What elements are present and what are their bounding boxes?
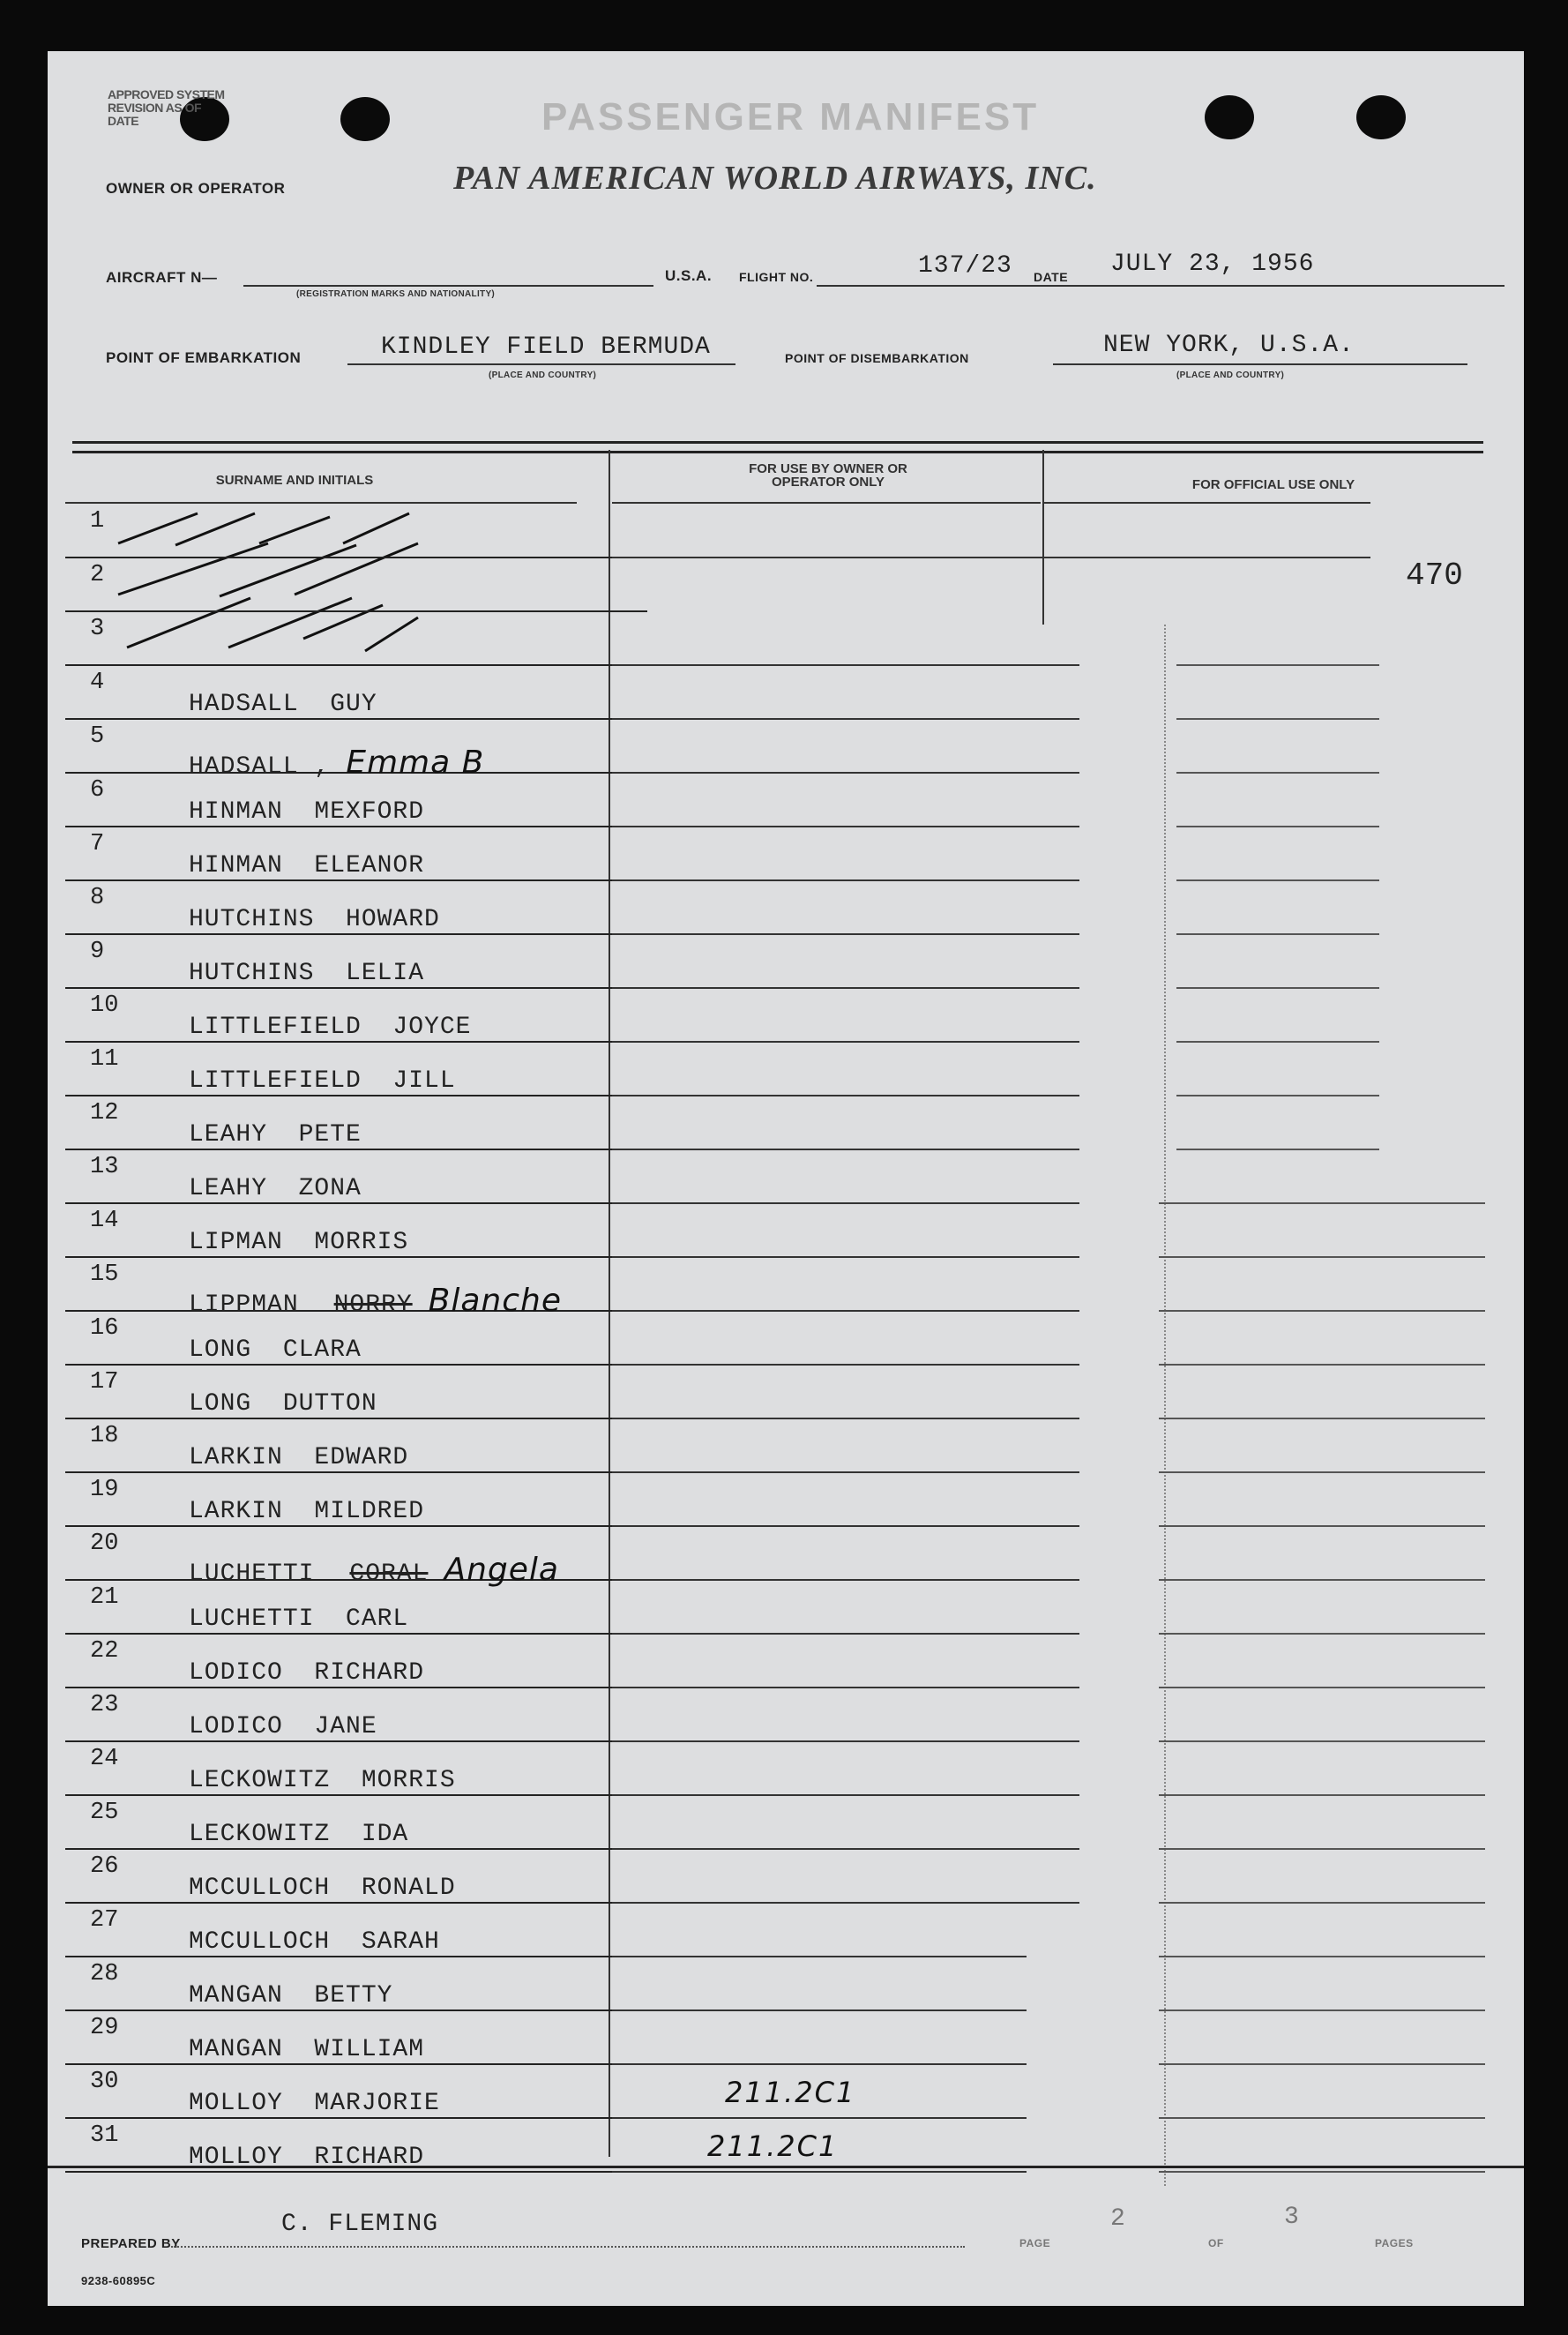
official-use-cell-line bbox=[1159, 2171, 1485, 2173]
flight-label: FLIGHT NO. bbox=[739, 270, 814, 284]
table-row bbox=[65, 1687, 647, 1742]
aircraft-sublabel: (REGISTRATION MARKS AND NATIONALITY) bbox=[296, 289, 496, 299]
passenger-typed-name: LARKIN MILDRED bbox=[189, 1498, 425, 1525]
table-row bbox=[65, 1095, 647, 1150]
handwritten-name: Emma B bbox=[346, 745, 485, 781]
passenger-typed-name: LUCHETTI bbox=[189, 1560, 315, 1588]
passenger-name bbox=[189, 2036, 424, 2063]
table-row bbox=[65, 1848, 647, 1904]
official-use-cell-line bbox=[1176, 933, 1379, 935]
owner-use-cell-line bbox=[612, 1687, 1079, 1688]
owner-use-cell-line bbox=[612, 2009, 1027, 2011]
owner-use-cell-line bbox=[612, 2171, 1027, 2173]
official-use-cell-line bbox=[1159, 1418, 1485, 1419]
official-use-cell-line bbox=[1159, 1364, 1485, 1366]
passenger-typed-name: LITTLEFIELD JOYCE bbox=[189, 1014, 472, 1041]
owner-use-cell-line bbox=[612, 1579, 1079, 1581]
owner-use-cell-line bbox=[612, 1902, 1079, 1904]
official-use-cell-line bbox=[1176, 718, 1379, 720]
table-row bbox=[65, 1471, 647, 1527]
official-use-cell-line bbox=[1159, 2063, 1485, 2065]
table-row bbox=[65, 1794, 647, 1850]
passenger-typed-name: MCCULLOCH SARAH bbox=[189, 1928, 440, 1956]
row-number: 8 bbox=[90, 885, 105, 911]
official-use-note: 470 bbox=[1406, 558, 1463, 594]
table-row bbox=[65, 718, 647, 781]
passenger-typed-name: LIPMAN MORRIS bbox=[189, 1229, 409, 1256]
passenger-name bbox=[189, 1390, 377, 1418]
passenger-typed-name: LUCHETTI CARL bbox=[189, 1605, 409, 1633]
manifest-page bbox=[48, 51, 1524, 2306]
table-row bbox=[65, 2009, 647, 2065]
passenger-name bbox=[189, 852, 424, 879]
official-use-cell-line bbox=[1176, 826, 1379, 827]
official-use-cell-line bbox=[1159, 1256, 1485, 1258]
owner-use-cell-line bbox=[612, 933, 1079, 935]
passenger-typed-name: LODICO JANE bbox=[189, 1713, 377, 1740]
passenger-typed-name: LECKOWITZ MORRIS bbox=[189, 1767, 456, 1794]
passenger-name bbox=[189, 1336, 362, 1364]
official-use-cell-line bbox=[1176, 772, 1379, 774]
form-title: PASSENGER MANIFEST bbox=[541, 95, 1040, 138]
table-row bbox=[65, 1633, 647, 1688]
passenger-typed-name: LONG CLARA bbox=[189, 1336, 362, 1364]
passenger-typed-name: MANGAN BETTY bbox=[189, 1982, 393, 2009]
row-number: 25 bbox=[90, 1800, 119, 1826]
pages-label: PAGES bbox=[1375, 2237, 1414, 2249]
row-number: 28 bbox=[90, 1961, 119, 1987]
row-number: 31 bbox=[90, 2122, 119, 2149]
table-row bbox=[65, 503, 647, 558]
official-use-cell-line bbox=[1176, 987, 1379, 989]
owner-use-cell-line bbox=[612, 718, 1079, 720]
owner-use-cell-line bbox=[612, 1525, 1079, 1527]
row-number: 15 bbox=[90, 1261, 119, 1288]
owner-use-cell-line bbox=[612, 987, 1079, 989]
table-row bbox=[65, 557, 647, 612]
table-row bbox=[65, 987, 647, 1043]
prepared-by-name: C. FLEMING bbox=[281, 2211, 439, 2238]
of-label: OF bbox=[1208, 2237, 1224, 2249]
total-pages: 3 bbox=[1284, 2204, 1300, 2231]
passenger-name bbox=[189, 1014, 471, 1041]
passenger-typed-name: HUTCHINS LELIA bbox=[189, 960, 425, 987]
row-number: 3 bbox=[90, 616, 105, 642]
disembarkation-value: NEW YORK, U.S.A. bbox=[1103, 332, 1355, 359]
owner-use-cell-line bbox=[612, 1794, 1079, 1796]
passenger-name bbox=[189, 798, 424, 826]
owner-label: OWNER OR OPERATOR bbox=[106, 180, 286, 197]
owner-use-code: 211.2C1 bbox=[725, 2076, 856, 2109]
passenger-name bbox=[189, 1229, 408, 1256]
official-use-column-header: FOR OFFICIAL USE ONLY bbox=[1191, 477, 1355, 492]
struck-out-name: NORRY bbox=[333, 1291, 413, 1319]
table-row bbox=[65, 1256, 647, 1319]
passenger-name bbox=[189, 1982, 392, 2009]
passenger-typed-name: HINMAN MEXFORD bbox=[189, 798, 425, 826]
passenger-typed-name: HUTCHINS HOWARD bbox=[189, 906, 440, 933]
official-use-cell-line bbox=[1159, 1956, 1485, 1957]
owner-use-cell-line bbox=[612, 1471, 1079, 1473]
row-number: 20 bbox=[90, 1530, 119, 1557]
passenger-typed-name: MANGAN WILLIAM bbox=[189, 2036, 425, 2063]
table-row bbox=[65, 1310, 647, 1366]
owner-use-column-header: FOR USE BY OWNER OR OPERATOR ONLY bbox=[749, 461, 907, 490]
punch-hole bbox=[1205, 95, 1254, 139]
table-row bbox=[65, 1149, 647, 1204]
table-row bbox=[65, 772, 647, 827]
passenger-name bbox=[189, 1175, 362, 1202]
punch-hole bbox=[340, 97, 390, 141]
surname-column-header: SURNAME AND INITIALS bbox=[215, 473, 374, 488]
table-row bbox=[65, 826, 647, 881]
table-row bbox=[65, 1902, 647, 1957]
usa-label: U.S.A. bbox=[665, 267, 713, 284]
row-number: 9 bbox=[90, 939, 105, 965]
official-use-cell-line bbox=[1159, 1471, 1485, 1473]
owner-use-code: 211.2C1 bbox=[707, 2129, 839, 2163]
passenger-name bbox=[189, 2090, 440, 2117]
row-number: 7 bbox=[90, 831, 105, 857]
owner-use-cell-line bbox=[612, 772, 1079, 774]
owner-use-cell-line bbox=[612, 557, 1370, 558]
official-use-cell-line bbox=[1159, 2117, 1485, 2119]
row-number: 17 bbox=[90, 1369, 119, 1396]
official-use-cell-line bbox=[1176, 1149, 1379, 1150]
passenger-name bbox=[189, 1498, 424, 1525]
row-number: 21 bbox=[90, 1584, 119, 1611]
official-use-cell-line bbox=[1176, 664, 1379, 666]
official-use-cell-line bbox=[1159, 1687, 1485, 1688]
owner-use-cell-line bbox=[612, 1418, 1079, 1419]
row-number: 4 bbox=[90, 670, 105, 696]
row-number: 5 bbox=[90, 723, 105, 750]
row-number: 27 bbox=[90, 1907, 119, 1934]
row-number: 19 bbox=[90, 1477, 119, 1503]
passenger-typed-name: LONG DUTTON bbox=[189, 1390, 377, 1418]
official-use-cell-line bbox=[1159, 1848, 1485, 1850]
owner-use-cell-line bbox=[612, 1041, 1079, 1043]
owner-use-cell-line bbox=[612, 1848, 1079, 1850]
row-number: 1 bbox=[90, 508, 105, 535]
owner-use-cell-line bbox=[612, 1310, 1079, 1312]
passenger-typed-name: LEAHY PETE bbox=[189, 1121, 362, 1149]
row-number: 26 bbox=[90, 1853, 119, 1880]
row-number: 14 bbox=[90, 1208, 119, 1234]
passenger-name bbox=[189, 1444, 408, 1471]
table-row bbox=[65, 1202, 647, 1258]
table-row bbox=[65, 1418, 647, 1473]
date-label: DATE bbox=[1034, 270, 1069, 284]
table-row bbox=[65, 1041, 647, 1096]
official-use-cell-line bbox=[1176, 879, 1379, 881]
passenger-name bbox=[189, 1659, 424, 1687]
punch-hole bbox=[1356, 95, 1406, 139]
table-row bbox=[65, 879, 647, 935]
passenger-typed-name: HADSALL GUY bbox=[189, 691, 377, 718]
official-use-cell-line bbox=[1159, 1579, 1485, 1581]
owner-use-cell-line bbox=[612, 2063, 1027, 2065]
passenger-name bbox=[189, 1067, 456, 1095]
passenger-name bbox=[189, 1121, 362, 1149]
table-row bbox=[65, 933, 647, 989]
owner-use-cell-line bbox=[612, 1633, 1079, 1635]
row-number: 12 bbox=[90, 1100, 119, 1126]
disembarkation-label: POINT OF DISEMBARKATION bbox=[785, 351, 969, 365]
row-number: 13 bbox=[90, 1154, 119, 1180]
official-use-cell-line bbox=[1159, 2009, 1485, 2011]
owner-use-cell-line bbox=[612, 1364, 1079, 1366]
owner-use-cell-line bbox=[612, 664, 1079, 666]
passenger-name bbox=[189, 691, 377, 718]
handwritten-name: Blanche bbox=[428, 1283, 562, 1319]
row-number: 2 bbox=[90, 562, 105, 588]
owner-use-cell-line bbox=[612, 879, 1079, 881]
row-number: 29 bbox=[90, 2015, 119, 2041]
passenger-name bbox=[189, 1821, 408, 1848]
prepared-by-label: PREPARED BY bbox=[81, 2236, 181, 2251]
page-number: 2 bbox=[1110, 2205, 1126, 2233]
table-row bbox=[65, 664, 647, 720]
owner-use-cell-line bbox=[612, 1740, 1079, 1742]
official-use-cell-line bbox=[1159, 1740, 1485, 1742]
passenger-typed-name: HINMAN ELEANOR bbox=[189, 852, 425, 879]
official-use-cell-line bbox=[1159, 1633, 1485, 1635]
official-use-cell-line bbox=[1159, 1202, 1485, 1204]
table-row bbox=[65, 1956, 647, 2011]
owner-use-cell-line bbox=[612, 1202, 1079, 1204]
passenger-name bbox=[189, 1767, 456, 1794]
passenger-name bbox=[189, 1875, 456, 1902]
passenger-name bbox=[189, 1713, 377, 1740]
struck-out-name: CORAL bbox=[349, 1560, 429, 1588]
embarkation-value: KINDLEY FIELD BERMUDA bbox=[381, 333, 711, 361]
passenger-name bbox=[189, 906, 440, 933]
flight-date: JULY 23, 1956 bbox=[1110, 251, 1315, 278]
owner-use-cell-line bbox=[612, 1149, 1079, 1150]
page-label: PAGE bbox=[1019, 2237, 1051, 2249]
official-use-cell-line bbox=[1159, 1310, 1485, 1312]
official-use-cell-line bbox=[1176, 1095, 1379, 1096]
header-rule bbox=[72, 441, 1483, 453]
owner-use-cell-line bbox=[612, 826, 1079, 827]
official-use-cell-line bbox=[1176, 1041, 1379, 1043]
row-number: 16 bbox=[90, 1315, 119, 1342]
owner-use-cell-line bbox=[612, 1256, 1079, 1258]
row-number: 18 bbox=[90, 1423, 119, 1449]
owner-use-cell-line bbox=[612, 2117, 1027, 2119]
row-number: 11 bbox=[90, 1046, 119, 1073]
passenger-name bbox=[189, 960, 424, 987]
official-use-cell-line bbox=[1159, 1794, 1485, 1796]
embarkation-label: POINT OF EMBARKATION bbox=[106, 349, 302, 366]
row-number: 6 bbox=[90, 777, 105, 804]
passenger-typed-name: MCCULLOCH RONALD bbox=[189, 1875, 456, 1902]
passenger-typed-name: MOLLOY MARJORIE bbox=[189, 2090, 440, 2117]
row-number: 30 bbox=[90, 2069, 119, 2095]
table-row bbox=[65, 1579, 647, 1635]
table-row bbox=[65, 1740, 647, 1796]
row-number: 22 bbox=[90, 1638, 119, 1665]
form-number: 9238-60895C bbox=[81, 2274, 156, 2287]
passenger-typed-name: MOLLOY RICHARD bbox=[189, 2144, 425, 2171]
approved-stamp: APPROVED SYSTEM REVISION AS OF DATE bbox=[108, 87, 225, 128]
passenger-typed-name: LECKOWITZ IDA bbox=[189, 1821, 409, 1848]
row-number: 10 bbox=[90, 992, 119, 1019]
official-use-cell-line bbox=[1159, 1525, 1485, 1527]
table-row bbox=[65, 610, 647, 666]
airline-name: PAN AMERICAN WORLD AIRWAYS, INC. bbox=[453, 160, 1097, 197]
passenger-typed-name: LODICO RICHARD bbox=[189, 1659, 425, 1687]
owner-use-cell-line bbox=[612, 1956, 1027, 1957]
passenger-typed-name: HADSALL , bbox=[189, 753, 331, 781]
handwritten-name: Angela bbox=[444, 1552, 559, 1588]
table-row bbox=[65, 1525, 647, 1588]
owner-use-cell-line bbox=[612, 1095, 1079, 1096]
passenger-name bbox=[189, 1928, 440, 1956]
passenger-typed-name: LEAHY ZONA bbox=[189, 1175, 362, 1202]
aircraft-label: AIRCRAFT N— bbox=[106, 269, 218, 286]
passenger-name bbox=[189, 1605, 408, 1633]
passenger-typed-name: LIPPMAN bbox=[189, 1291, 299, 1319]
table-row bbox=[65, 2117, 647, 2173]
table-row bbox=[65, 1364, 647, 1419]
official-use-cell-line bbox=[1159, 1902, 1485, 1904]
table-row bbox=[65, 2063, 647, 2119]
flight-number: 137/23 bbox=[918, 252, 1012, 280]
embarkation-sublabel: (PLACE AND COUNTRY) bbox=[489, 370, 597, 380]
passenger-typed-name: LITTLEFIELD JILL bbox=[189, 1067, 456, 1095]
row-number: 24 bbox=[90, 1746, 119, 1772]
row-number: 23 bbox=[90, 1692, 119, 1718]
passenger-typed-name: LARKIN EDWARD bbox=[189, 1444, 409, 1471]
disembarkation-sublabel: (PLACE AND COUNTRY) bbox=[1176, 370, 1285, 380]
